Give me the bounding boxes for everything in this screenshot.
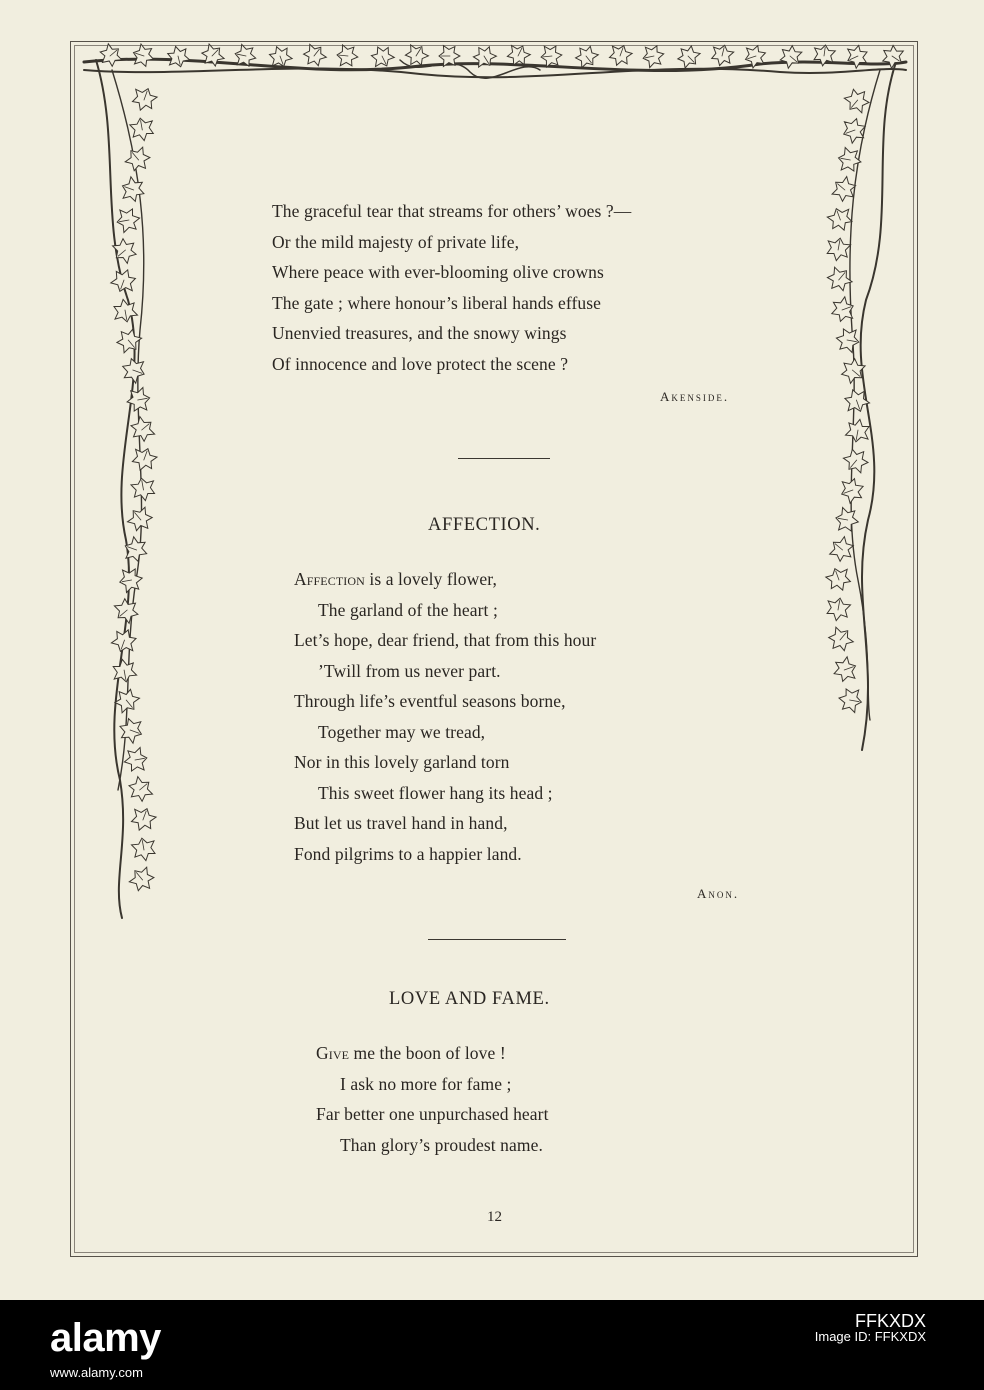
poem-affection [294,564,596,869]
poem-line: Far better one unpurchased heart [316,1104,549,1124]
attribution-anon: Anon. [697,886,740,901]
poem-line: Together may we tread, [318,721,486,742]
poem-line: Unenvied treasures, and the snowy wings [272,323,567,343]
poem-line: This sweet flower hang its head ; [318,782,553,803]
attribution-akenside: Akenside. [660,389,730,404]
poem-title-affection: AFFECTION. [428,515,541,535]
watermark-image-id [815,1313,926,1345]
image-id-value: FFKXDX [854,1311,926,1331]
poem-line: ’Twill from us never part. [318,660,501,681]
poem-line: Fond pilgrims to a happier land. [294,843,522,864]
poem-line: Through life’s eventful seasons borne, [294,691,566,711]
image-id-label: Image ID: FFKXDX [814,1329,926,1344]
poem-line: The garland of the heart ; [318,599,498,620]
poem-line: The gate ; where honour’s liberal hands effuse [272,292,602,313]
alamy-logo: alamy [50,1316,161,1360]
poem-line: Or the mild majesty of private life, [272,231,520,252]
poem-line: I ask no more for fame ; [340,1073,512,1094]
poem-line: Affection is a lovely flower, [294,569,497,589]
poem-line: Let’s hope, dear friend, that from this hour [294,630,597,650]
poem-line: Nor in this lovely garland torn [294,752,510,772]
poem-line: Of innocence and love protect the scene ? [272,353,569,374]
drop-word: Affection [294,569,365,589]
section-divider [428,939,566,940]
poem-line: The graceful tear that streams for others’ woes ?— [272,201,632,221]
page-number: 12 [487,1209,502,1225]
watermark-url: www.alamy.com [50,1365,143,1380]
poem-title-love-and-fame: LOVE AND FAME. [389,989,550,1009]
poem-love-and-fame [316,1038,549,1160]
akenside-excerpt [272,196,631,379]
drop-word: Give [316,1043,350,1063]
poem-line: Where peace with ever-blooming olive crowns [272,262,604,282]
poem-line: Than glory’s proudest name. [340,1134,543,1155]
poem-line: But let us travel hand in hand, [294,813,508,833]
poem-line: Give me the boon of love ! [316,1043,506,1063]
section-divider [458,458,550,459]
